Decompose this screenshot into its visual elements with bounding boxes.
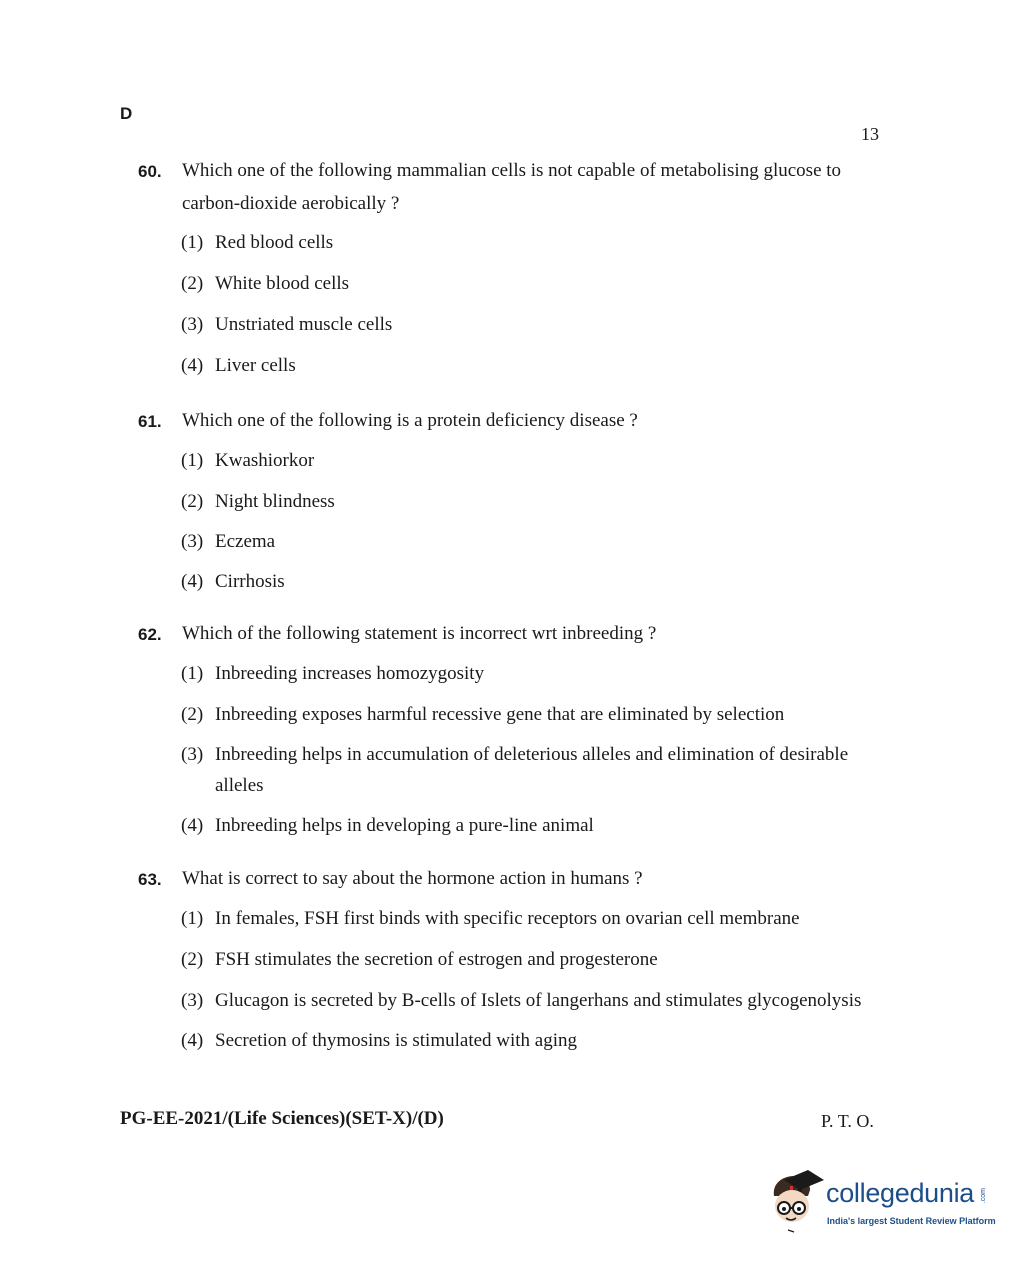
collegedunia-logo [768,1166,998,1236]
option-text: Glucagon is secreted by B-cells of Islets of langerhans and stimulates glycogenolysis [215,990,862,1011]
option [181,944,871,975]
question-text: Which one of the following mammalian cells is not capable of metabolising glucose to carbon-dioxide aerobically ? [182,160,842,214]
option-text: Red blood cells [215,232,334,253]
question-61 [138,410,878,597]
question-number: 61. [138,412,162,431]
option [181,739,871,801]
options-list [138,658,878,841]
option [181,526,871,557]
option [181,903,871,934]
option-text: White blood cells [215,273,350,294]
question-text: Which of the following statement is incorrect wrt inbreeding ? [182,623,657,644]
option-text: Inbreeding helps in accumulation of deleterious alleles and elimination of desirable alleles [215,744,849,796]
option-number: (2) [181,704,204,725]
question-63 [138,868,878,1056]
option [181,309,871,340]
option-number: (4) [181,355,204,376]
option-number: (4) [181,1030,204,1051]
option-text: Unstriated muscle cells [215,314,393,335]
option-number: (4) [181,571,204,592]
option-number: (2) [181,273,204,294]
question-number: 60. [138,162,162,181]
option-number: (3) [181,314,204,335]
option-number: (3) [181,531,204,552]
option-text: Inbreeding increases homozygosity [215,663,485,684]
option-text: FSH stimulates the secretion of estrogen and progesterone [215,949,658,970]
option-number: (1) [181,450,204,471]
page-number: 13 [861,124,879,144]
option [181,268,871,299]
option-number: (3) [181,990,204,1011]
question-number: 63. [138,870,162,889]
options-list [138,903,878,1056]
options-list [138,445,878,597]
option [181,1025,871,1056]
question-text: What is correct to say about the hormone action in humans ? [182,868,643,889]
option [181,227,871,258]
option-number: (3) [181,744,204,765]
option-number: (2) [181,491,204,512]
option [181,985,871,1016]
option [181,350,871,381]
option-text: In females, FSH first binds with specific receptors on ovarian cell membrane [215,908,800,929]
option [181,486,871,517]
option [181,658,871,689]
mascot-icon [768,1166,826,1236]
option [181,566,871,597]
option [181,699,871,730]
brand-name: collegedunia [826,1178,975,1208]
option-text: Kwashiorkor [215,450,315,471]
option [181,445,871,476]
option-text: Night blindness [215,491,335,512]
option-text: Liver cells [215,355,296,376]
brand-domain: .com [980,1188,987,1204]
question-text: Which one of the following is a protein deficiency disease ? [182,410,638,431]
option-text: Cirrhosis [215,571,285,592]
option-number: (2) [181,949,204,970]
options-list [138,227,878,381]
option-number: (4) [181,815,204,836]
question-62 [138,623,878,841]
brand-tagline: India's largest Student Review Platform [827,1216,996,1226]
option-text: Eczema [215,531,276,552]
question-number: 62. [138,625,162,644]
pto-label: P. T. O. [821,1111,874,1131]
option-text: Secretion of thymosins is stimulated with aging [215,1030,578,1051]
option-number: (1) [181,663,204,684]
paper-code: PG-EE-2021/(Life Sciences)(SET-X)/(D) [120,1108,444,1129]
option-text: Inbreeding exposes harmful recessive gene that are eliminated by selection [215,704,785,725]
question-60 [138,160,878,381]
option [181,810,871,841]
set-code: D [120,104,133,123]
option-number: (1) [181,908,204,929]
option-number: (1) [181,232,204,253]
option-text: Inbreeding helps in developing a pure-line animal [215,815,594,836]
